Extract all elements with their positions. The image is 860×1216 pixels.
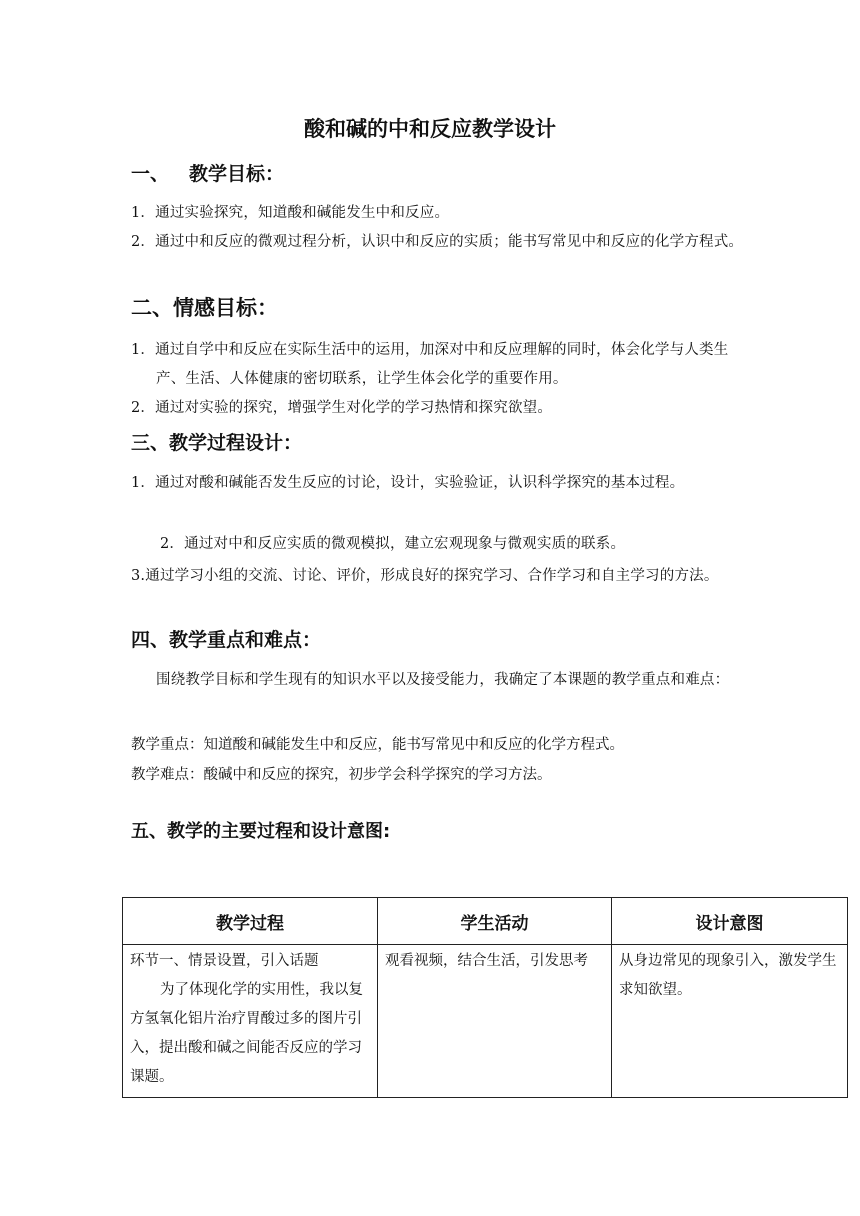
column-header: 学生活动 bbox=[378, 898, 612, 945]
list-item-text: 通过对中和反应实质的微观模拟，建立宏观现象与微观实质的联系。 bbox=[184, 536, 626, 552]
list-item-number: 2． bbox=[131, 400, 156, 416]
list-item bbox=[131, 336, 756, 394]
list-item bbox=[131, 394, 756, 423]
difficulty-line: 教学难点：酸碱中和反应的探究，初步学会科学探究的学习方法。 bbox=[131, 767, 552, 783]
section-number: 三、 bbox=[131, 432, 170, 454]
process-step-body: 为了体现化学的实用性，我以复方氢氧化铝片治疗胃酸过多的图片引入，提出酸和碱之间能否反应的学习课题。 bbox=[130, 982, 363, 1085]
section-heading-1 bbox=[131, 160, 284, 188]
paragraph-text: 围绕教学目标和学生现有的知识水平以及接受能力，我确定了本课题的教学重点和难点： bbox=[156, 672, 730, 688]
section-title: 情感目标： bbox=[173, 296, 278, 320]
list-item bbox=[131, 562, 756, 591]
key-point-line: 教学重点：知道酸和碱能发生中和反应，能书写常见中和反应的化学方程式。 bbox=[131, 737, 624, 753]
section-heading-2 bbox=[131, 294, 278, 322]
table-header-row bbox=[123, 898, 848, 945]
section-number: 一、 bbox=[131, 163, 170, 185]
section-title: 教学的主要过程和设计意图: bbox=[167, 821, 391, 842]
section-number: 二、 bbox=[131, 296, 173, 320]
section-heading-3 bbox=[131, 429, 302, 457]
list-item bbox=[131, 228, 756, 257]
process-cell bbox=[123, 945, 378, 1098]
list-item bbox=[131, 199, 756, 228]
section-title: 教学目标： bbox=[189, 163, 285, 185]
list-item bbox=[160, 530, 740, 559]
list-item-text: 通过对实验的探究，增强学生对化学的学习热情和探究欲望。 bbox=[155, 400, 553, 416]
list-item-text: 通过实验探究，知道酸和碱能发生中和反应。 bbox=[155, 205, 450, 221]
teaching-process-table bbox=[122, 897, 848, 1098]
section-title: 教学重点和难点： bbox=[169, 629, 322, 651]
section-title: 教学过程设计： bbox=[169, 432, 303, 454]
list-item-text: 通过学习小组的交流、讨论、评价，形成良好的探究学习、合作学习和自主学习的方法。 bbox=[145, 568, 719, 584]
section-number: 五、 bbox=[131, 821, 167, 842]
list-item-text: 通过中和反应的微观过程分析，认识中和反应的实质；能书写常见中和反应的化学方程式。 bbox=[155, 234, 744, 250]
list-item-number: 1． bbox=[131, 342, 156, 358]
column-header: 教学过程 bbox=[123, 898, 378, 945]
section-number: 四、 bbox=[131, 629, 170, 651]
list-item-number: 2． bbox=[160, 536, 185, 552]
paragraph bbox=[131, 666, 731, 695]
section-heading-5 bbox=[131, 818, 390, 846]
section-heading-4 bbox=[131, 626, 321, 654]
list-item-number: 1． bbox=[131, 205, 156, 221]
document-title: 酸和碱的中和反应教学设计 bbox=[304, 117, 556, 141]
list-item-text: 通过对酸和碱能否发生反应的讨论，设计，实验验证，认识科学探究的基本过程。 bbox=[155, 475, 685, 491]
list-item-text: 通过自学中和反应在实际生活中的运用，加深对中和反应理解的同时，体会化学与人类生产、生活、人体健康的密切联系，让学生体会化学的重要作用。 bbox=[155, 342, 729, 387]
activity-cell bbox=[378, 945, 612, 1098]
column-header: 设计意图 bbox=[612, 898, 848, 945]
process-step-title: 环节一、情景设置，引入话题 bbox=[130, 953, 319, 969]
list-item bbox=[131, 469, 756, 498]
intent-cell bbox=[612, 945, 848, 1098]
design-intent-text: 从身边常见的现象引入，激发学生求知欲望。 bbox=[619, 953, 837, 998]
list-item-number: 3. bbox=[131, 568, 146, 584]
list-item-number: 2． bbox=[131, 234, 156, 250]
table-row bbox=[123, 945, 848, 1098]
student-activity-text: 观看视频，结合生活，引发思考 bbox=[385, 953, 588, 969]
list-item-number: 1． bbox=[131, 475, 156, 491]
